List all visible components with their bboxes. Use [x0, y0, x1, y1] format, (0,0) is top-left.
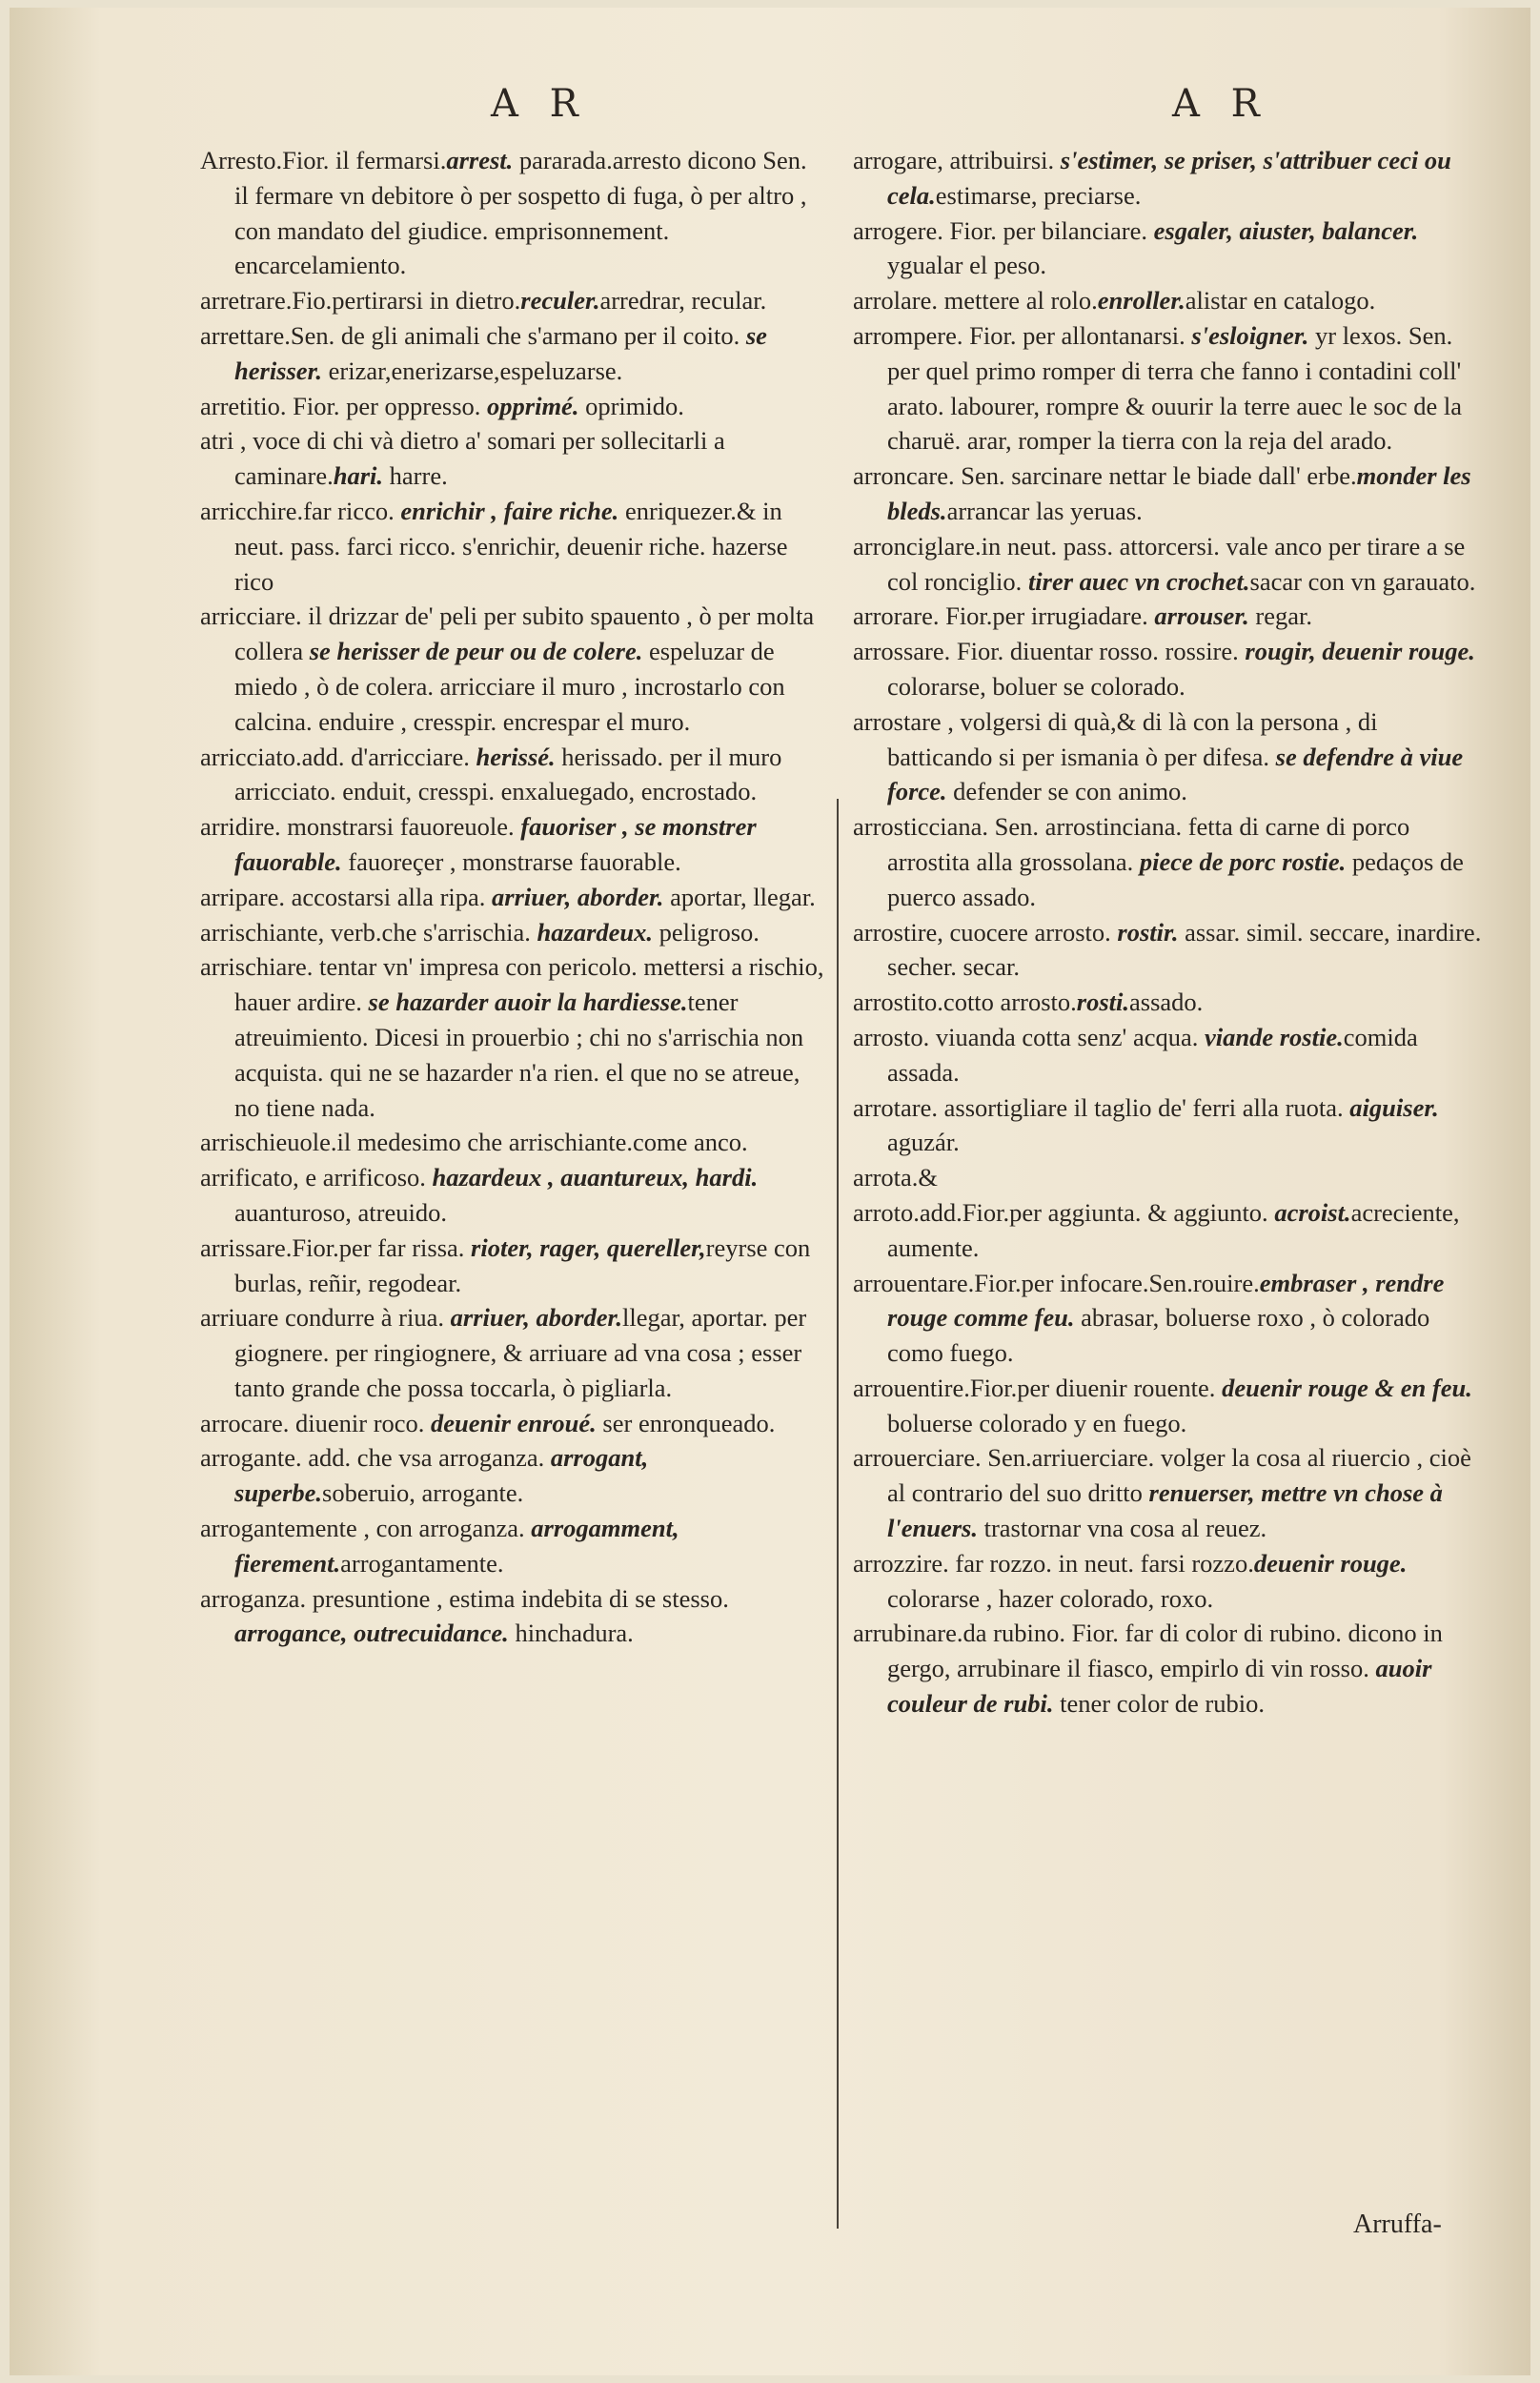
entry-italian: arricciare. il drizzar de' peli per subito spauento , ò per molta collera — [200, 601, 815, 666]
entry-spanish: colorarse, boluer se colorado. — [887, 671, 1185, 701]
left-running-head: A R — [491, 82, 588, 126]
dictionary-entry — [853, 985, 1487, 1020]
entry-french: se herisser de peur ou de colere. — [309, 637, 643, 666]
dictionary-entry — [200, 494, 824, 599]
dictionary-entry — [853, 458, 1487, 529]
dictionary-entry — [853, 915, 1487, 986]
entry-italian: arricciato.add. d'arricciare. — [200, 742, 476, 771]
entry-spanish: reyrse con burlas, reñir, regodear. — [234, 1232, 811, 1297]
dictionary-entry — [200, 949, 824, 1125]
entry-french: deuenir enroué. — [431, 1408, 597, 1437]
entry-italian: arrissare.Fior.per far rissa. — [200, 1232, 472, 1262]
entry-spanish: alistar en catalogo. — [1185, 286, 1376, 316]
entry-italian: arrouerciare. Sen.arriuerciare. volger la cosa al riuercio , cioè al contrario del suo dritto — [853, 1443, 1471, 1508]
entry-french: arrogamment, fierement. — [234, 1514, 679, 1578]
entry-french: embraser , rendre rouge comme feu. — [887, 1268, 1445, 1333]
dictionary-entry — [853, 599, 1487, 634]
entry-spanish: arredrar, recular. — [599, 286, 767, 316]
dictionary-entry — [853, 1195, 1487, 1266]
entry-spanish: colorarse , hazer colorado, roxo. — [887, 1583, 1214, 1613]
entry-french: arrogance, outrecuidance. — [234, 1619, 509, 1648]
entry-french: auoir couleur de rubi. — [887, 1654, 1432, 1719]
dictionary-entry — [853, 1090, 1487, 1161]
dictionary-entry — [200, 283, 824, 318]
entry-french: hazardeux. — [537, 917, 654, 947]
entry-french: s'esloigner. — [1191, 320, 1309, 350]
entry-spanish: arrogantamente. — [340, 1548, 504, 1578]
entry-french: acroist. — [1274, 1197, 1351, 1227]
entry-italian: arripare. accostarsi alla ripa. — [200, 882, 493, 911]
entry-spanish: sacar con vn garauato. — [1249, 566, 1476, 596]
entry-italian: arrogere. Fior. per bilanciare. — [853, 215, 1154, 245]
dictionary-entry — [853, 809, 1487, 914]
entry-french: esgaler, aiuster, balancer. — [1153, 215, 1419, 245]
entry-italian: arrompere. Fior. per allontanarsi. — [853, 320, 1192, 350]
dictionary-entry — [200, 423, 824, 494]
entry-italian: arrorare. Fior.per irrugiadare. — [853, 601, 1155, 631]
entry-italian: arroto.add.Fior.per aggiunta. & aggiunto. — [853, 1197, 1275, 1227]
entry-spanish: regar. — [1248, 601, 1313, 631]
entry-french: arrest. — [446, 146, 514, 174]
entry-italian: arrocare. diuenir roco. — [200, 1408, 432, 1437]
dictionary-entry — [853, 1546, 1487, 1617]
dictionary-entry — [853, 1160, 1487, 1195]
entry-spanish: comida assada. — [887, 1022, 1418, 1087]
entry-spanish: oprimido. — [578, 391, 684, 420]
entry-spanish: auanturoso, atreuido. — [234, 1197, 447, 1227]
entry-spanish: aportar, llegar. — [663, 882, 816, 911]
entry-italian: arrostito.cotto arrosto. — [853, 988, 1077, 1017]
entry-italian: arronciglare.in neut. pass. attorcersi. vale anco per tirare a se col ronciglio. — [853, 531, 1466, 596]
dictionary-entry — [200, 1581, 824, 1652]
entry-spanish: boluerse colorado y en fuego. — [887, 1408, 1187, 1437]
entry-french: enroller. — [1097, 286, 1185, 316]
entry-italian: arriuare condurre à riua. — [200, 1303, 451, 1333]
entry-french: viande rostie. — [1205, 1022, 1344, 1051]
dictionary-entry — [200, 1125, 824, 1160]
entry-spanish: tener color de rubio. — [1053, 1689, 1265, 1719]
dictionary-entry — [200, 599, 824, 739]
entry-spanish: espeluzar de miedo , ò de colera. arricciare il muro , incrostarlo con calcina. enduire , cresspir. encrespar el muro. — [234, 637, 785, 736]
entry-spanish: soberuio, arrogante. — [322, 1478, 524, 1508]
entry-italian: arrostare , volgersi di quà,& di là con la persona , di batticando si per ismania ò per difesa. — [853, 706, 1378, 771]
dictionary-entry — [853, 214, 1487, 284]
entry-spanish: tener atreuimiento. Dicesi in prouerbio ; chi no s'arrischia non acquista. qui ne se hazarder n'a rien. el que no se atreue, no tiene nada. — [234, 988, 804, 1122]
entry-spanish: abrasar, boluerse roxo , ò colorado como fuego. — [887, 1303, 1430, 1368]
entry-spanish: yr lexos. Sen. per quel primo romper di terra che fanno i contadini coll' arato. labourer, rompre & ouurir la terre auec le soc de la charuë. arar, romper la tierra con la reja del arado. — [887, 320, 1462, 456]
entry-italian: arretitio. Fior. per oppresso. — [200, 391, 488, 420]
entry-french: arriuer, aborder. — [492, 882, 664, 911]
entry-french: deuenir rouge & en feu. — [1222, 1373, 1472, 1402]
entry-italian: arrogare, attribuirsi. — [853, 146, 1061, 174]
entry-spanish: assar. simil. seccare, inardire. secher. secar. — [887, 917, 1482, 982]
entry-french: tirer auec vn crochet. — [1027, 566, 1250, 596]
entry-italian: arrificato, e arrificoso. — [200, 1163, 433, 1192]
dictionary-entry — [853, 1616, 1487, 1721]
entry-italian: arrogante. add. che vsa arroganza. — [200, 1443, 551, 1473]
entry-italian: arrostire, cuocere arrosto. — [853, 917, 1118, 947]
entry-french: arrouser. — [1154, 601, 1249, 631]
entry-spanish: pararada.arresto dicono Sen. il fermare vn debitore ò per sospetto di fuga, ò per altro , con mandato del giudice. emprisonnement. encarcelamiento. — [234, 146, 807, 280]
entry-french: se defendre à viue force. — [887, 742, 1464, 806]
entry-spanish: arrancar las yeruas. — [946, 496, 1143, 525]
entry-spanish: harre. — [383, 461, 448, 491]
dictionary-entry — [853, 318, 1487, 458]
dictionary-entry — [853, 1266, 1487, 1371]
entry-italian: arrolare. mettere al rolo. — [853, 286, 1098, 316]
entry-spanish: erizar,enerizarse,espeluzarse. — [322, 356, 623, 385]
dictionary-page — [10, 8, 1530, 2375]
entry-italian: arrouentare.Fior.per infocare.Sen.rouire. — [853, 1268, 1260, 1297]
catchword: Arruffa- — [1353, 2210, 1442, 2239]
dictionary-entry — [200, 318, 824, 389]
entry-italian: arricchire.far ricco. — [200, 496, 401, 525]
dictionary-entry — [200, 1406, 824, 1441]
entry-spanish: fauoreçer , monstrarse fauorable. — [341, 846, 681, 876]
right-running-head: A R — [1172, 82, 1269, 126]
entry-french: arrogant, superbe. — [234, 1443, 649, 1508]
entry-italian: arretrare.Fio.pertirarsi in dietro. — [200, 286, 521, 316]
dictionary-entry — [853, 529, 1487, 600]
entry-spanish: peligroso. — [653, 917, 760, 947]
entry-spanish: defender se con animo. — [946, 777, 1187, 806]
entry-spanish: herissado. per il muro arricciato. enduit, cresspi. enxaluegado, encrostado. — [234, 742, 782, 806]
entry-spanish: hinchadura. — [508, 1619, 634, 1648]
entry-french: fauoriser , se monstrer fauorable. — [234, 812, 757, 876]
entry-italian: Arresto.Fior. il fermarsi. — [200, 146, 447, 174]
right-column — [853, 143, 1487, 1721]
entry-spanish: assado. — [1129, 988, 1204, 1017]
entry-spanish: acreciente, aumente. — [887, 1197, 1460, 1262]
entry-french: rostir. — [1117, 917, 1179, 947]
dictionary-entry — [853, 1440, 1487, 1545]
entry-italian: arrotare. assortigliare il taglio de' ferri alla ruota. — [853, 1092, 1350, 1122]
entry-french: reculer. — [520, 286, 600, 316]
dictionary-entry — [200, 740, 824, 810]
entry-spanish: estimarse, preciarse. — [935, 180, 1142, 210]
entry-italian: arrozzire. far rozzo. in neut. farsi rozzo. — [853, 1548, 1254, 1578]
entry-french: aiguiser. — [1349, 1092, 1439, 1122]
entry-french: arriuer, aborder. — [450, 1303, 623, 1333]
entry-spanish: pedaços de puerco assado. — [887, 846, 1464, 911]
left-column — [200, 143, 824, 1651]
entry-french: rioter, rager, quereller, — [471, 1232, 706, 1262]
dictionary-entry — [853, 634, 1487, 704]
entry-french: s'estimer, se priser, s'attribuer ceci ou cela. — [887, 146, 1451, 210]
entry-french: opprimé. — [487, 391, 579, 420]
entry-italian: arrubinare.da rubino. Fior. far di color di rubino. dicono in gergo, arrubinare il fiasco, empirlo di vin rosso. — [853, 1619, 1443, 1683]
entry-italian: arroganza. presuntione , estima indebita di se stesso. — [200, 1583, 729, 1613]
entry-french: se herisser. — [234, 320, 767, 385]
dictionary-entry — [200, 915, 824, 950]
entry-italian: arrettare.Sen. de gli animali che s'armano per il coito. — [200, 320, 746, 350]
entry-french: renuerser, mettre vn chose à l'enuers. — [887, 1478, 1443, 1543]
entry-spanish: enriquezer.& in neut. pass. farci ricco. s'enrichir, deuenir riche. hazerse rico — [234, 496, 788, 596]
dictionary-entry — [853, 1020, 1487, 1090]
dictionary-entry — [853, 143, 1487, 214]
entry-spanish: ser enronqueado. — [596, 1408, 776, 1437]
entry-italian: arrischiante, verb.che s'arrischia. — [200, 917, 537, 947]
entry-french: monder les bleds. — [887, 461, 1471, 525]
entry-italian: arrouentire.Fior.per diuenir rouente. — [853, 1373, 1223, 1402]
entry-italian: arrossare. Fior. diuentar rosso. rossire. — [853, 637, 1246, 666]
dictionary-entry — [200, 880, 824, 915]
entry-french: herissé. — [476, 742, 556, 771]
dictionary-entry — [200, 1231, 824, 1301]
dictionary-entry — [853, 1371, 1487, 1441]
entry-french: rougir, deuenir rouge. — [1245, 637, 1475, 666]
entry-spanish: ygualar el peso. — [887, 251, 1047, 280]
entry-italian: arrosticciana. Sen. arrostinciana. fetta di carne di porco arrostita alla grossolana. — [853, 812, 1410, 876]
entry-italian: arroncare. Sen. sarcinare nettar le biade dall' erbe. — [853, 461, 1357, 491]
dictionary-entry — [200, 1511, 824, 1581]
dictionary-entry — [200, 1160, 824, 1231]
entry-italian: arrogantemente , con arroganza. — [200, 1514, 532, 1543]
entry-italian: arrischiare. tentar vn' impresa con pericolo. mettersi a rischio, hauer ardire. — [200, 952, 824, 1017]
entry-spanish: aguzár. — [887, 1128, 960, 1157]
dictionary-entry — [200, 1440, 824, 1511]
entry-italian: atri , voce di chi và dietro a' somari per sollecitarli a caminare. — [200, 426, 725, 491]
dictionary-entry — [853, 283, 1487, 318]
dictionary-entry — [200, 809, 824, 880]
dictionary-entry — [200, 1300, 824, 1405]
dictionary-entry — [200, 389, 824, 424]
entry-french: deuenir rouge. — [1253, 1548, 1408, 1578]
entry-italian: arrischieuole.il medesimo che arrischiante.come anco. — [200, 1128, 748, 1157]
entry-french: piece de porc rostie. — [1139, 846, 1347, 876]
entry-french: hazardeux , auantureux, hardi. — [432, 1163, 759, 1192]
entry-italian: arrota.& — [853, 1163, 939, 1192]
dictionary-entry — [853, 704, 1487, 809]
entry-italian: arrosto. viuanda cotta senz' acqua. — [853, 1022, 1205, 1051]
entry-french: enrichir , faire riche. — [400, 496, 619, 525]
dictionary-entry — [200, 143, 824, 283]
entry-spanish: llegar, aportar. per giognere. per ringiognere, & arriuare ad vna cosa ; esser tanto grande che possa toccarla, ò pigliarla. — [234, 1303, 807, 1402]
entry-french: rosti. — [1076, 988, 1129, 1017]
entry-french: se hazarder auoir la hardiesse. — [368, 988, 688, 1017]
entry-spanish: trastornar vna cosa al reuez. — [977, 1514, 1267, 1543]
entry-italian: arridire. monstrarsi fauoreuole. — [200, 812, 521, 842]
column-rule — [837, 799, 839, 2229]
entry-french: hari. — [333, 461, 384, 491]
